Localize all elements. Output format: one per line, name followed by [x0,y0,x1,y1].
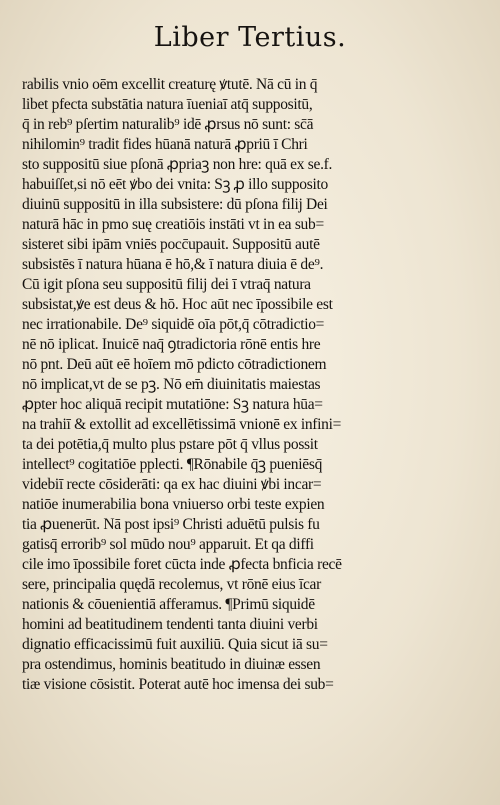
text-line: dignatio efficacissimū fuit auxiliū. Quia sicut iā su= [22,636,328,653]
text-line: gatisq̄ errorib⁹ sol mūdo nou⁹ apparuit. Et qa diffi [22,536,314,553]
text-line: nō implicat,vt de se pꝫ. Nō em̄ diuinitatis maiestas [22,376,321,393]
text-line: ta dei potētia,q̄ multo plus pstare pōt q̄ vllus possit [22,436,318,453]
text-line: diuinū suppositū in illa subsistere: dū pſona filij Dei [22,196,328,213]
text-line: homini ad beatitudinem tendenti tanta diuini verbi [22,616,318,633]
text-line: subsistēs ī natura hūana ē hō,& ī natura diuia ē de⁹. [22,256,324,273]
text-line: sto suppositū siue pſonā ꝓpriaꝫ non hre: quā ex se.f. [22,156,333,173]
text-line: natiōe inumerabilia bona vniuerso orbi teste expien [22,496,325,513]
text-line: videbiī recte cōsiderāti: qa ex hac diuini ꝟbi incar= [22,476,322,493]
text-block [22,75,460,695]
text-line: na trahiī & extollit ad excellētissimā vnionē ex infini= [22,416,342,433]
running-head: Liber Tertius. [153,22,347,53]
text-line: ꝓpter hoc aliquā recipit mutatiōne: Sꝫ natura hūa= [22,396,323,413]
text-line: naturā hāc in pmo suę creatiōis instāti vt in ea sub= [22,216,324,233]
text-line: subsistat,ꝟe est deus & hō. Hoc aūt nec īpossibile est [22,296,333,313]
text-line: tiæ visione cōsistit. Poterat autē hoc imensa dei sub= [22,676,334,693]
text-line: cile imo īpossibile foret cūcta inde ꝓfecta bnficia recē [22,556,342,573]
text-line: tia ꝓuenerūt. Nā post ipsi⁹ Christi aduētū pulsis fu [22,516,320,533]
text-line: habuiſſet,si nō eēt ꝟbo dei vnita: Sꝫ ꝓ illo supposito [22,176,328,193]
text-line: nec irrationabile. De⁹ siquidē oīa pōt,q̄ cōtradictio= [22,316,325,333]
text-line: sisteret sibi ipām vniēs pocc̄upauit. Suppositū autē [22,236,320,253]
text-line: rabilis vnio oēm excellit creaturę ꝟtutē. Nā cū in q̄ [22,76,318,93]
text-line: sere, principalia quędā recolemus, vt rōnē eius īcar [22,576,322,593]
text-line: pra ostendimus, hominis beatitudo in diuinæ essen [22,656,321,673]
text-line: Cū igit pſona seu suppositū filij dei ī vtraq̄ natura [22,276,311,293]
text-line: intellect⁹ cogitatiōe pplecti. ¶Rōnabile q̄ꝫ pueniēsq̄ [22,456,323,473]
text-line: nē nō iplicat. Inuicē naq̄ ꝯtradictoria rōnē entis hre [22,336,321,353]
text-line: nihilomin⁹ tradit fides hūanā naturā ꝓpriū ī Chri [22,136,308,153]
text-line: nationis & cōuenientiā afferamus. ¶Primū siquidē [22,596,315,613]
text-line: q̄ in reb⁹ pſertim naturalib⁹ idē ꝓrsus nō sunt: sc̄ā [22,116,314,133]
text-line: libet pfecta substātia natura īueniaī atq̄ suppositū, [22,96,313,113]
text-line: nō pnt. Deū aūt eē hoīem mō pdicto cōtradictionem [22,356,327,373]
